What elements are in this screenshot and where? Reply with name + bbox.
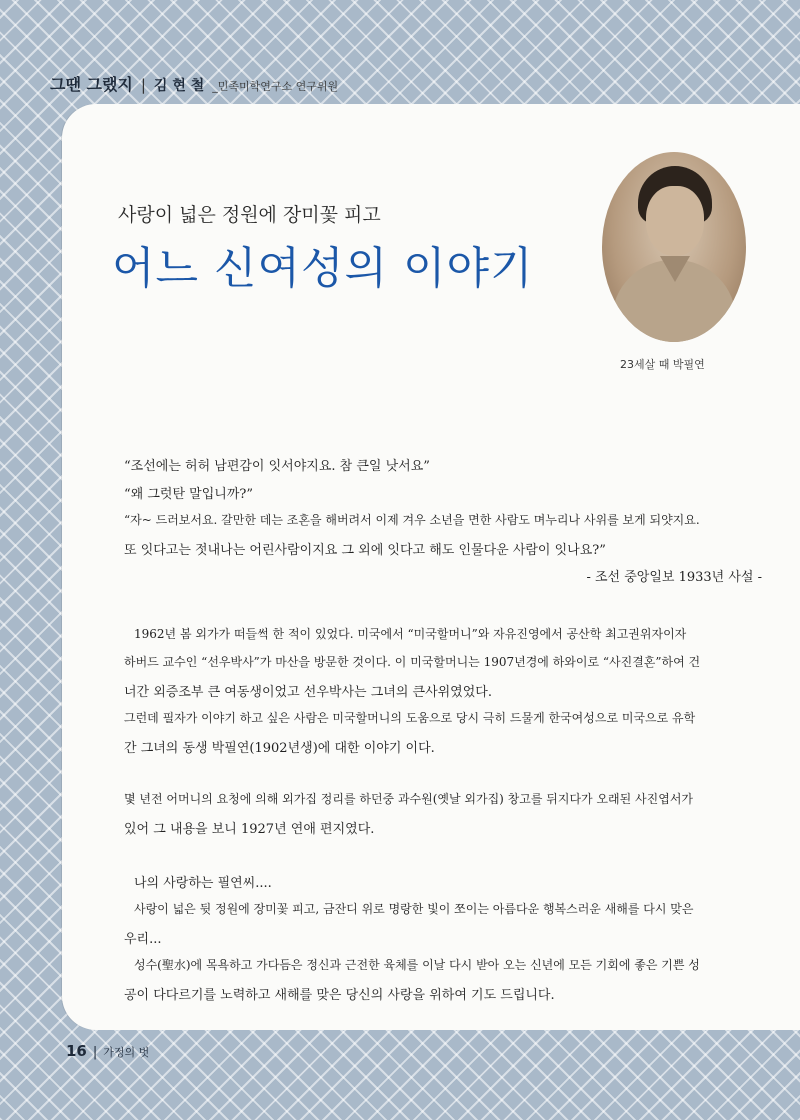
photo-caption: 23세살 때 박필연	[620, 358, 705, 371]
column-title: 그땐 그랬지	[50, 75, 133, 94]
paragraph-line: 1962년 봄 외가가 떠들썩 한 적이 있었다. 미국에서 “미국할머니”와 자유진영에서 공산학 최고권위자이자	[134, 627, 687, 641]
portrait-face	[646, 186, 704, 256]
paragraph-line: 있어 그 내용을 보니 1927년 연애 편지였다.	[124, 822, 375, 837]
footer-separator: |	[92, 1045, 98, 1060]
letter-line: 우리...	[124, 932, 162, 947]
paragraph-line: 몇 년전 어머니의 요청에 의해 외가집 정리를 하던중 과수원(옛날 외가집) 창고를 뒤지다가 오래된 사진엽서가	[124, 792, 694, 806]
portrait-photo	[602, 152, 746, 342]
column-header	[50, 72, 338, 98]
author-name: 김 현 철	[153, 78, 205, 94]
magazine-name: 가정의 벗	[103, 1046, 150, 1059]
article-subtitle: 사랑이 넓은 정원에 장미꽃 피고	[118, 204, 381, 226]
letter-line: 나의 사랑하는 필연씨....	[134, 876, 272, 891]
author-role: _민족미학연구소 연구위원	[212, 80, 339, 93]
quote-line: “자~ 드러보서요. 갈만한 데는 조혼을 해버려서 이제 겨우 소년을 면한 사람도 며누리나 사위를 보게 되얏지요.	[124, 513, 700, 527]
quote-source: - 조선 중앙일보 1933년 사설 -	[586, 570, 762, 585]
page-footer	[66, 1042, 149, 1060]
quote-line: “왜 그럿탄 말입니까?”	[124, 487, 253, 502]
paragraph-line: 하버드 교수인 “선우박사”가 마산을 방문한 것이다. 이 미국할머니는 1907년경에 하와이로 “사진결혼”하여 건	[124, 655, 701, 669]
article-title: 어느 신여성의 이야기	[112, 243, 534, 294]
quote-line: “조선에는 허허 남편감이 잇서야지요. 참 큰일 낫서요”	[124, 459, 430, 474]
paragraph-line: 그런데 필자가 이야기 하고 싶은 사람은 미국할머니의 도움으로 당시 극히 드물게 한국여성으로 미국으로 유학	[124, 711, 696, 725]
letter-line: 성수(聖水)에 목욕하고 가다듬은 정신과 근전한 육체를 이날 다시 받아 오는 신년에 모든 기회에 좋은 기쁜 성	[134, 958, 700, 972]
quote-line: 또 잇다고는 젓내나는 어린사람이지요 그 외에 잇다고 해도 인물다운 사람이 잇나요?”	[124, 543, 606, 558]
paragraph-line: 너간 외증조부 큰 여동생이었고 선우박사는 그녀의 큰사위였었다.	[124, 685, 492, 700]
letter-line: 공이 다다르기를 노력하고 새해를 맞은 당신의 사랑을 위하여 기도 드립니다.	[124, 988, 555, 1003]
paragraph-line: 간 그녀의 동생 박필연(1902년생)에 대한 이야기 이다.	[124, 741, 435, 756]
page-number: 16	[66, 1042, 87, 1060]
letter-line: 사랑이 넓은 뒷 정원에 장미꽃 피고, 금잔디 위로 명랑한 빛이 쪼이는 아름다운 행복스러운 새해를 다시 맞은	[134, 902, 694, 916]
header-separator: |	[140, 76, 146, 94]
